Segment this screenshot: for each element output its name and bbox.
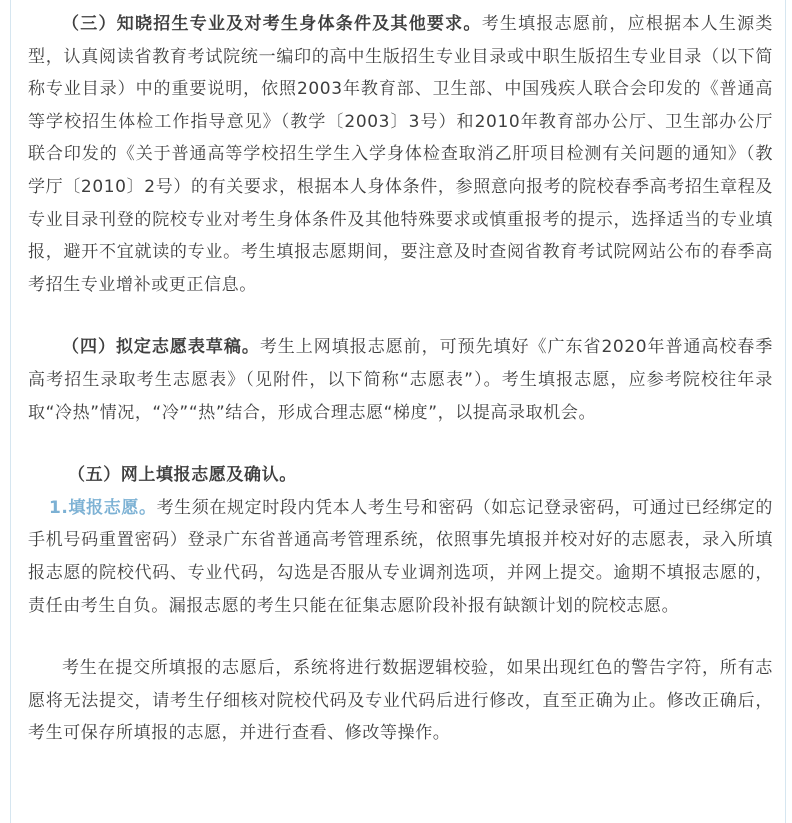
sub-heading: 1.填报志愿。 (49, 497, 157, 518)
paragraph-draft-form (28, 331, 773, 429)
paragraph-know-majors (28, 8, 773, 301)
paragraph-heading: （三）知晓招生专业及对考生身体条件及其他要求。 (62, 14, 482, 34)
paragraph-heading: （四）拟定志愿表草稿。 (62, 337, 260, 358)
article-content (28, 8, 773, 750)
paragraph-body: 考生填报志愿前，应根据本人生源类型，认真阅读省教育考试院统一编印的高中生版招生专业目录或中职生版招生专业目录（以下简称专业目录）中的重要说明，依照2003年教育部、卫生部、中国残疾人联合会印发的《普通高等学校招生体检工作指导意见》（教学〔2003〕3号）和2010年教育部办公厅、卫生部办公厅联合印发的《关于普通高等学校招生学生入学身体检查取消乙肝项目检测有关问题的通知》（教学厅〔2010〕2号）的有关要求，根据本人身体条件，参照意向报考的院校春季高考招生章程及专业目录刊登的院校专业对考生身体条件及其他特殊要求或慎重报考的提示，选择适当的专业填报，避开不宜就读的专业。考生填报志愿期间，要注意及时查阅省教育考试院网站公布的春季高考招生专业增补或更正信息。 (28, 14, 773, 295)
paragraph-fill-application (28, 492, 773, 622)
paragraph-validation: 考生在提交所填报的志愿后，系统将进行数据逻辑校验，如果出现红色的警告字符，所有志愿将无法提交，请考生仔细核对院校代码及专业代码后进行修改，直至正确为止。修改正确后，考生可保存所填报的志愿，并进行查看、修改等操作。 (28, 658, 773, 744)
paragraph-body: 考生须在规定时段内凭本人考生号和密码（如忘记登录密码，可通过已经绑定的手机号码重置密码）登录广东省普通高考管理系统，依照事先填报并校对好的志愿表，录入所填报志愿的院校代码、专业代码，勾选是否服从专业调剂选项，并网上提交。逾期不填报志愿的，责任由考生自负。漏报志愿的考生只能在征集志愿阶段补报有缺额计划的院校志愿。 (28, 497, 773, 616)
paragraph-body: 考生上网填报志愿前，可预先填好《广东省2020年普通高校春季高考招生录取考生志愿表》（见附件，以下简称“志愿表”）。考生填报志愿，应参考院校往年录取“冷热”情况，“冷”“热”结合，形成合理志愿“梯度”，以提高录取机会。 (28, 337, 774, 423)
section-title-online-filing: （五）网上填报志愿及确认。 (68, 465, 297, 486)
